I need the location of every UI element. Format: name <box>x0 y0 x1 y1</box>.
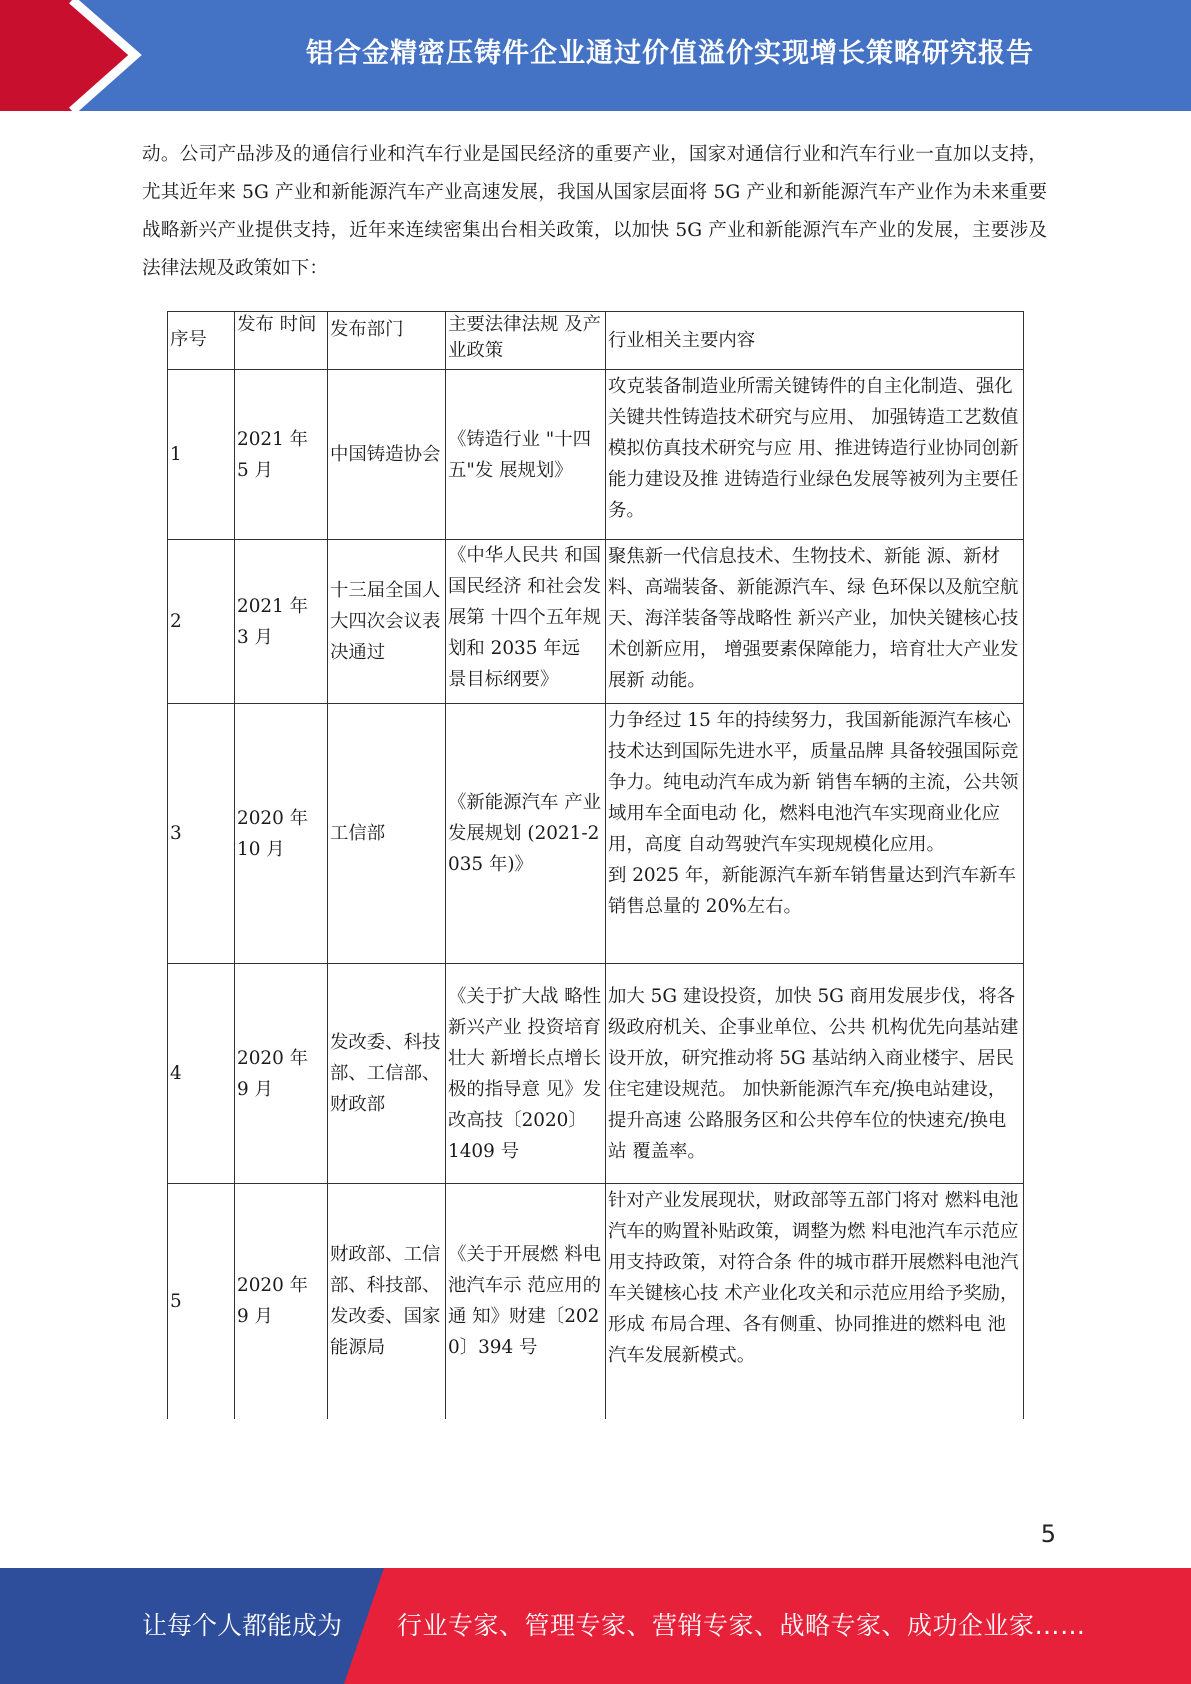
row-policy-label: 《铸造行业 "十四五"发 展规划》 <box>448 428 592 481</box>
header-policy <box>446 312 606 370</box>
row-content-label-2: 到 2025 年，新能源汽车新车销售量达到汽车新车销售总量的 20%左右。 <box>608 865 1016 917</box>
row-dept <box>328 964 446 1184</box>
row-content-label: 攻克装备制造业所需关键铸件的自主化制造、强化关键共性铸造技术研究与应用、 加强铸造工艺数值模拟仿真技术研究与应 用、推进铸造行业协同创新能力建设及推 进铸造行业绿色发展等被列为主要任务。 <box>608 376 1019 521</box>
row-date-label: 2020 年 10 月 <box>237 807 309 860</box>
header-date <box>235 312 328 370</box>
row-no-label: 5 <box>170 1290 182 1312</box>
row-policy <box>446 704 606 964</box>
header-dept <box>328 312 446 370</box>
row-policy <box>446 370 606 540</box>
row-no <box>168 1184 235 1419</box>
table-row <box>168 964 1024 1184</box>
header-title: 铝合金精密压铸件企业通过价值溢价实现增长策略研究报告 <box>306 37 1034 69</box>
row-date-label: 2021 年 5 月 <box>237 428 309 481</box>
row-no <box>168 370 235 540</box>
table-row <box>168 704 1024 964</box>
header-policy-label: 主要法律法规 及产业政策 <box>448 314 601 361</box>
row-policy-label: 《中华人民共 和国国民经济 和社会发展第 十四个五年规 划和 2035 年远 景目标纲要》 <box>448 545 601 690</box>
page-number: 5 <box>1040 1520 1056 1548</box>
row-content-label: 加大 5G 建设投资，加快 5G 商用发展步伐，将各级政府机关、企事业单位、公共 机构优先向基站建设开放，研究推动将 5G 基站纳入商业楼宇、居民住宅建设规范。 加快新能源汽车充/换电站建设，提升高速 公路服务区和公共停车位的快速充/换电站 覆盖率。 <box>608 985 1019 1162</box>
row-no-label: 4 <box>170 1063 182 1084</box>
row-content <box>606 1184 1024 1419</box>
row-date <box>235 540 328 704</box>
row-date <box>235 704 328 964</box>
row-policy-label: 《关于开展燃 料电池汽车示 范应用的通 知》财建〔2020〕394 号 <box>448 1244 601 1359</box>
row-content <box>606 540 1024 704</box>
table-row <box>168 540 1024 704</box>
row-no <box>168 964 235 1184</box>
row-no-label: 2 <box>170 611 182 632</box>
row-policy <box>446 1184 606 1419</box>
row-content <box>606 370 1024 540</box>
row-no <box>168 704 235 964</box>
row-date-label: 2020 年 9 月 <box>237 1047 309 1100</box>
header-dept-label: 发布部门 <box>330 319 404 340</box>
header-date-label: 发布 时间 <box>237 314 317 335</box>
row-date-label: 2020 年 9 月 <box>237 1275 309 1328</box>
row-dept <box>328 1184 446 1419</box>
row-dept-label: 工信部 <box>330 823 386 844</box>
row-dept <box>328 370 446 540</box>
row-content-label: 聚焦新一代信息技术、生物技术、新能 源、新材料、高端装备、新能源汽车、绿 色环保以及航空航天、海洋装备等战略性 新兴产业，加快关键核心技术创新应用， 增强要素保障能力，培育壮大产业发展新 动能。 <box>608 546 1019 691</box>
row-content-label: 针对产业发展现状，财政部等五部门将对 燃料电池汽车的购置补贴政策，调整为燃 料电池汽车示范应用支持政策，对符合条 件的城市群开展燃料电池汽车关键核心技 术产业化攻关和示范应用给予奖励，形成 布局合理、各有侧重、协同推进的燃料电 池汽车发展新模式。 <box>608 1190 1019 1366</box>
row-no-label: 1 <box>170 444 182 465</box>
table-row <box>168 1184 1024 1419</box>
row-content <box>606 964 1024 1184</box>
row-no-label: 3 <box>170 823 182 844</box>
footer-slogan-left: 让每个人都能成为 <box>142 1611 343 1640</box>
table-row <box>168 370 1024 540</box>
row-dept-label: 发改委、科技部、工信部、财政部 <box>330 1032 441 1115</box>
footer-slogan-right: 行业专家、管理专家、营销专家、战略专家、成功企业家…… <box>397 1611 1086 1640</box>
row-content-label: 力争经过 15 年的持续努力，我国新能源汽车核心技术达到国际先进水平，质量品牌 具备较强国际竞争力。纯电动汽车成为新 销售车辆的主流，公共领域用车全面电动 化，燃料电池汽车实现商业化应用，高度 自动驾驶汽车实现规模化应用。 <box>608 710 1019 855</box>
row-no <box>168 540 235 704</box>
row-date-label: 2021 年 3 月 <box>237 595 309 648</box>
row-policy <box>446 540 606 704</box>
row-policy-label: 《新能源汽车 产业发展规划 (2021-2035 年)》 <box>448 792 601 875</box>
row-date <box>235 1184 328 1419</box>
row-date <box>235 370 328 540</box>
table-header-row <box>168 312 1024 370</box>
page-header <box>0 0 1191 111</box>
row-dept-label: 中国铸造协会 <box>330 444 441 465</box>
page-footer <box>0 1568 1191 1684</box>
row-date <box>235 964 328 1184</box>
policy-table <box>167 311 1024 1419</box>
row-dept <box>328 540 446 704</box>
intro-paragraph: 动。公司产品涉及的通信行业和汽车行业是国民经济的重要产业，国家对通信行业和汽车行业一直加以支持，尤其近年来 5G 产业和新能源汽车产业高速发展，我国从国家层面将 5G 产业和新能源汽车产业作为未来重要战略新兴产业提供支持，近年来连续密集出台相关政策，以加快 5G 产业和新能源汽车产业的发展，主要涉及法律法规及政策如下： <box>142 144 1047 279</box>
header-content-label: 行业相关主要内容 <box>608 330 756 351</box>
header-content <box>606 312 1024 370</box>
header-no <box>168 312 235 370</box>
row-dept-label: 财政部、工信部、科技部、发改委、国家能源局 <box>330 1244 441 1359</box>
row-dept-label: 十三届全国人大四次会议表决通过 <box>330 580 441 663</box>
row-policy-label: 《关于扩大战 略性新兴产业 投资培育壮大 新增长点增长 极的指导意 见》发改高技〔2020〕 1409 号 <box>448 985 601 1162</box>
row-dept <box>328 704 446 964</box>
row-content <box>606 704 1024 964</box>
row-policy <box>446 964 606 1184</box>
header-no-label: 序号 <box>170 329 207 350</box>
